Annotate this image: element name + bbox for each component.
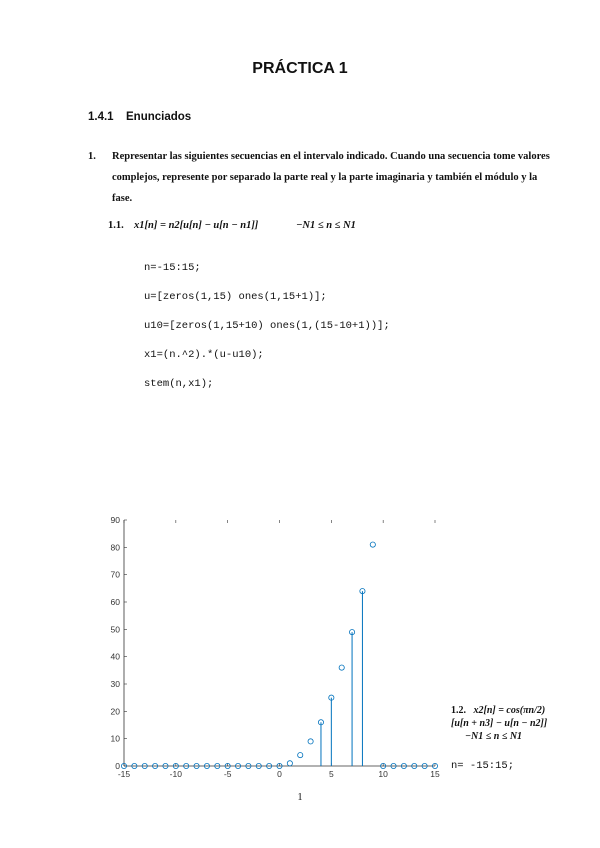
stem-marker	[308, 739, 313, 744]
x-tick-label: -5	[223, 769, 232, 779]
side-code-line: n= -15:15;	[451, 760, 515, 772]
subitem-label: 1.1.	[108, 220, 124, 231]
y-tick-label: 0	[115, 761, 120, 771]
x-tick-label: 5	[328, 769, 334, 779]
code-line: stem(n,x1);	[144, 378, 214, 390]
code-line: u=[zeros(1,15) ones(1,15+1)];	[144, 291, 327, 303]
section-title: Enunciados	[126, 111, 192, 123]
x-tick-label: 10	[378, 769, 388, 779]
code-line: u10=[zeros(1,15+10) ones(1,(15-10+1))];	[144, 320, 390, 332]
x-tick-label: -10	[169, 769, 182, 779]
side-label: 1.2.	[451, 705, 466, 716]
y-tick-label: 50	[110, 624, 120, 635]
item-text: Representar las siguientes secuencias en el intervalo indicado. Cuando una secuencia tome valores complejos, represente por separado la parte real y la parte imaginaria y también el módulo y la fase.	[112, 151, 550, 204]
side-subitem	[451, 704, 547, 743]
side-equation-1: x2[n] = cos(πn/2)	[473, 705, 546, 716]
stem-marker	[287, 761, 292, 766]
y-tick-label: 20	[110, 706, 120, 717]
section-number: 1.4.1	[88, 111, 114, 123]
y-tick-label: 60	[110, 597, 120, 607]
stem-marker	[298, 752, 303, 757]
y-tick-label: 40	[110, 651, 120, 662]
code-line: x1=(n.^2).*(u-u10);	[144, 349, 264, 361]
subitem-equation: x1[n] = n2[u[n] − u[n − n1]]	[134, 220, 259, 231]
side-equation-3: −N1 ≤ n ≤ N1	[465, 731, 523, 742]
stem-marker	[370, 542, 375, 547]
y-tick-label: 30	[110, 679, 120, 689]
x-tick-label: 0	[277, 769, 282, 779]
side-equation-2: [u[n + n3] − u[n − n2]]	[451, 718, 548, 729]
y-tick-label: 90	[110, 515, 120, 525]
item-number: 1.	[88, 151, 96, 162]
subitem-range: −N1 ≤ n ≤ N1	[296, 220, 356, 231]
stem-marker	[339, 665, 344, 670]
code-line: n=-15:15;	[144, 262, 201, 274]
y-tick-label: 10	[110, 733, 120, 744]
page-number: 1	[297, 792, 303, 803]
y-tick-label: 80	[110, 542, 120, 553]
page-title: PRÁCTICA 1	[252, 60, 348, 77]
x-tick-label: -15	[117, 769, 131, 779]
x-tick-label: 15	[430, 769, 440, 779]
y-tick-label: 70	[110, 569, 120, 580]
